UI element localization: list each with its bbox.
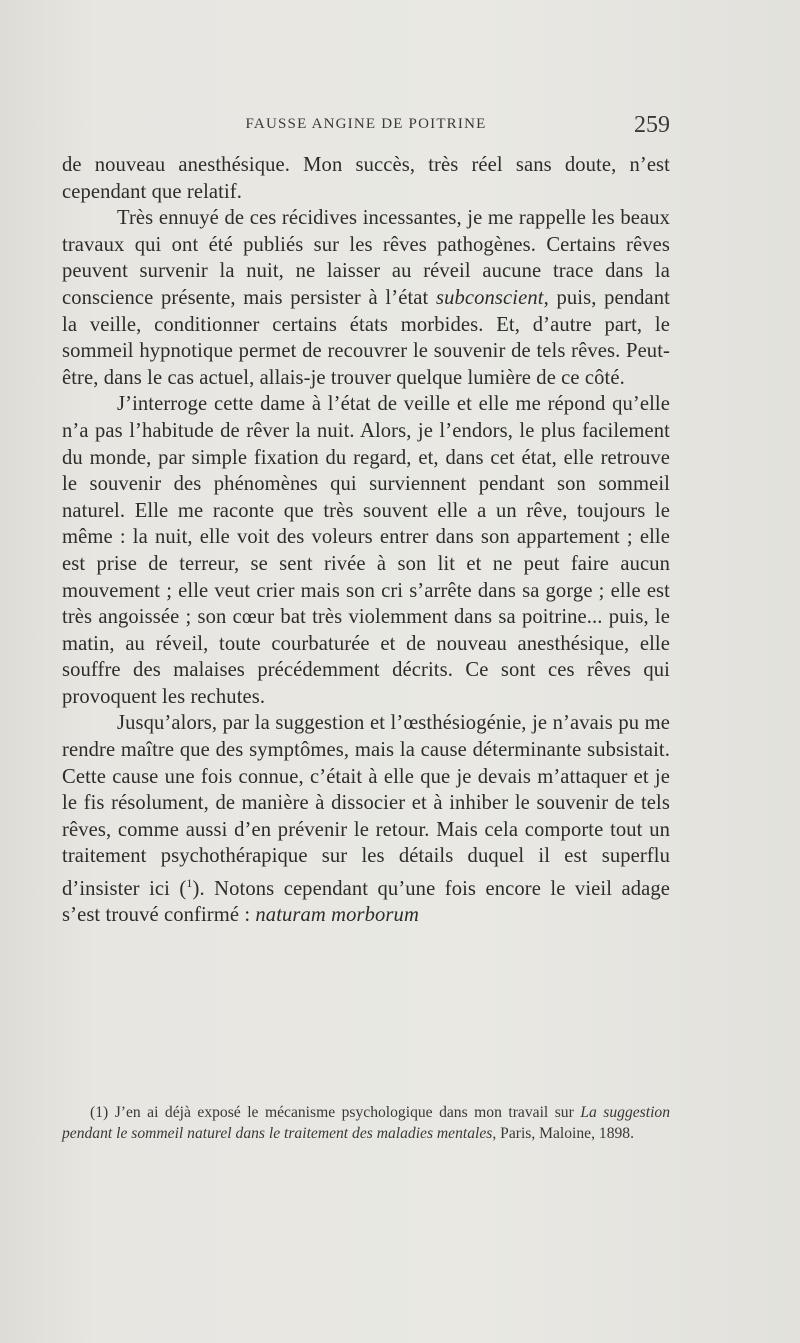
footnote-tail: , Paris, Maloine, 1898. bbox=[492, 1125, 634, 1142]
paragraph-2 bbox=[62, 205, 670, 391]
body-text bbox=[62, 152, 670, 929]
footnote-reference: 1 bbox=[186, 876, 193, 891]
paragraph-1 bbox=[62, 152, 670, 205]
page-number: 259 bbox=[634, 112, 670, 138]
page-header bbox=[62, 112, 670, 142]
footnote-lead: (1) J’en ai déjà exposé le mécanisme psychologique dans mon travail sur bbox=[90, 1104, 581, 1121]
paragraph-1-text: de nouveau anesthésique. Mon succès, très réel sans doute, n’est cependant que relatif. bbox=[62, 154, 670, 203]
paragraph-3-text: J’interroge cette dame à l’état de veille et elle me répond qu’elle n’a pas l’habitude de rêver la nuit. Alors, je l’endors, le plus facilement du monde, par simple fixation du regard, et, dans cet état, elle retrouve le souvenir des phénomènes qui surviennent pendant son sommeil naturel. Elle me raconte que très souvent elle a un rêve, toujours le même : la nuit, elle voit des voleurs entrer dans son appartement ; elle est prise de terreur, se sent rivée à son lit et ne peut faire aucun mouvement ; elle veut crier mais son cri s’arrête dans sa gorge ; elle est très angoissée ; son cœur bat très violemment dans sa poitrine... puis, le matin, au réveil, toute courbaturée et de nouveau anesthésique, elle souffre des malaises précédemment décrits. Ce sont ces rêves qui provoquent les rechutes. bbox=[62, 393, 670, 708]
paragraph-4-text-a: Jusqu’alors, par la suggestion et l’œsthésiogénie, je n’avais pu me rendre maître que des symptômes, mais la cause déterminante subsistait. Cette cause une fois connue, c’était à elle que je devais m’attaquer et je le fis résolument, de manière à dissocier et à inhiber le souvenir de tels rêves, comme aussi d’en prévenir le retour. Mais cela comporte tout un traitement psychothérapique sur les détails duquel il est superflu d’insister ici ( bbox=[62, 712, 670, 900]
paragraph-2-text-b: , puis, pendant la veille, conditionner certains états morbides. Et, d’autre part, le sommeil hypnotique permet de recouvrer le souvenir de tels rêves. Peut-être, dans le cas actuel, allais-je trouver quelque lumière de ce côté. bbox=[62, 286, 670, 389]
paragraph-2-emphasis: subconscient bbox=[435, 286, 544, 309]
paragraph-4-emphasis: naturam morborum bbox=[255, 904, 419, 927]
footnote bbox=[62, 1102, 670, 1144]
paragraph-3 bbox=[62, 391, 670, 710]
paragraph-4 bbox=[62, 710, 670, 929]
paragraph-2-text-a: Très ennuyé de ces récidives incessantes, je me rappelle les beaux travaux qui ont été publiés sur les rêves pathogènes. Certains rêves peuvent survenir la nuit, ne laisser au réveil aucune trace dans la conscience présente, mais persister à l’état bbox=[62, 207, 670, 309]
footnote-text bbox=[62, 1102, 670, 1144]
running-title: FAUSSE ANGINE DE POITRINE bbox=[245, 116, 487, 132]
paragraph-4-text-b: ). Notons cependant qu’une fois encore le vieil adage s’est trouvé confirmé : bbox=[62, 877, 670, 927]
footnote-title: La suggestion pendant le sommeil naturel dans le traitement des maladies mentales bbox=[62, 1104, 670, 1142]
